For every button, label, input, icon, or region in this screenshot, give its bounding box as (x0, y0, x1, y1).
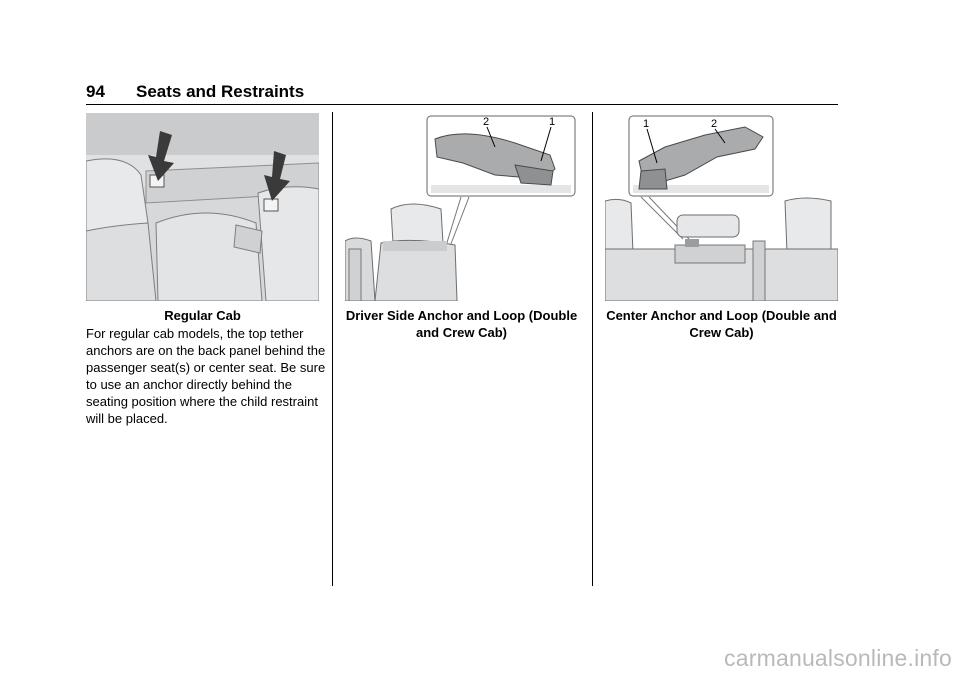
driver-side-anchor-illustration (345, 113, 578, 301)
regular-cab-illustration (86, 113, 319, 301)
figure-caption-driver-side: Driver Side Anchor and Loop (Double and Crew Cab) (345, 308, 578, 340)
page-number: 94 (86, 82, 105, 101)
figure-caption-center: Center Anchor and Loop (Double and Crew Cab) (606, 308, 837, 340)
column-divider-right (592, 112, 593, 586)
center-anchor-illustration (605, 113, 838, 301)
callout-1-label: 1 (549, 116, 556, 128)
callout-1-label: 1 (643, 118, 650, 130)
callout-2-label: 2 (483, 116, 490, 128)
column-divider-left (332, 112, 333, 586)
page-header (86, 82, 838, 104)
header-rule (86, 104, 838, 105)
body-paragraph: For regular cab models, the top tether anchors are on the back panel behind the passenger seat(s) or center seat. Be sure to use an anchor directly behind the seating position where the child restraint will be placed. (86, 326, 326, 426)
callout-2-label: 2 (711, 118, 718, 130)
section-title: Seats and Restraints (136, 82, 305, 101)
watermark-text: carmanualsonline.info (724, 645, 952, 671)
figure-caption-regular-cab: Regular Cab (164, 308, 241, 323)
